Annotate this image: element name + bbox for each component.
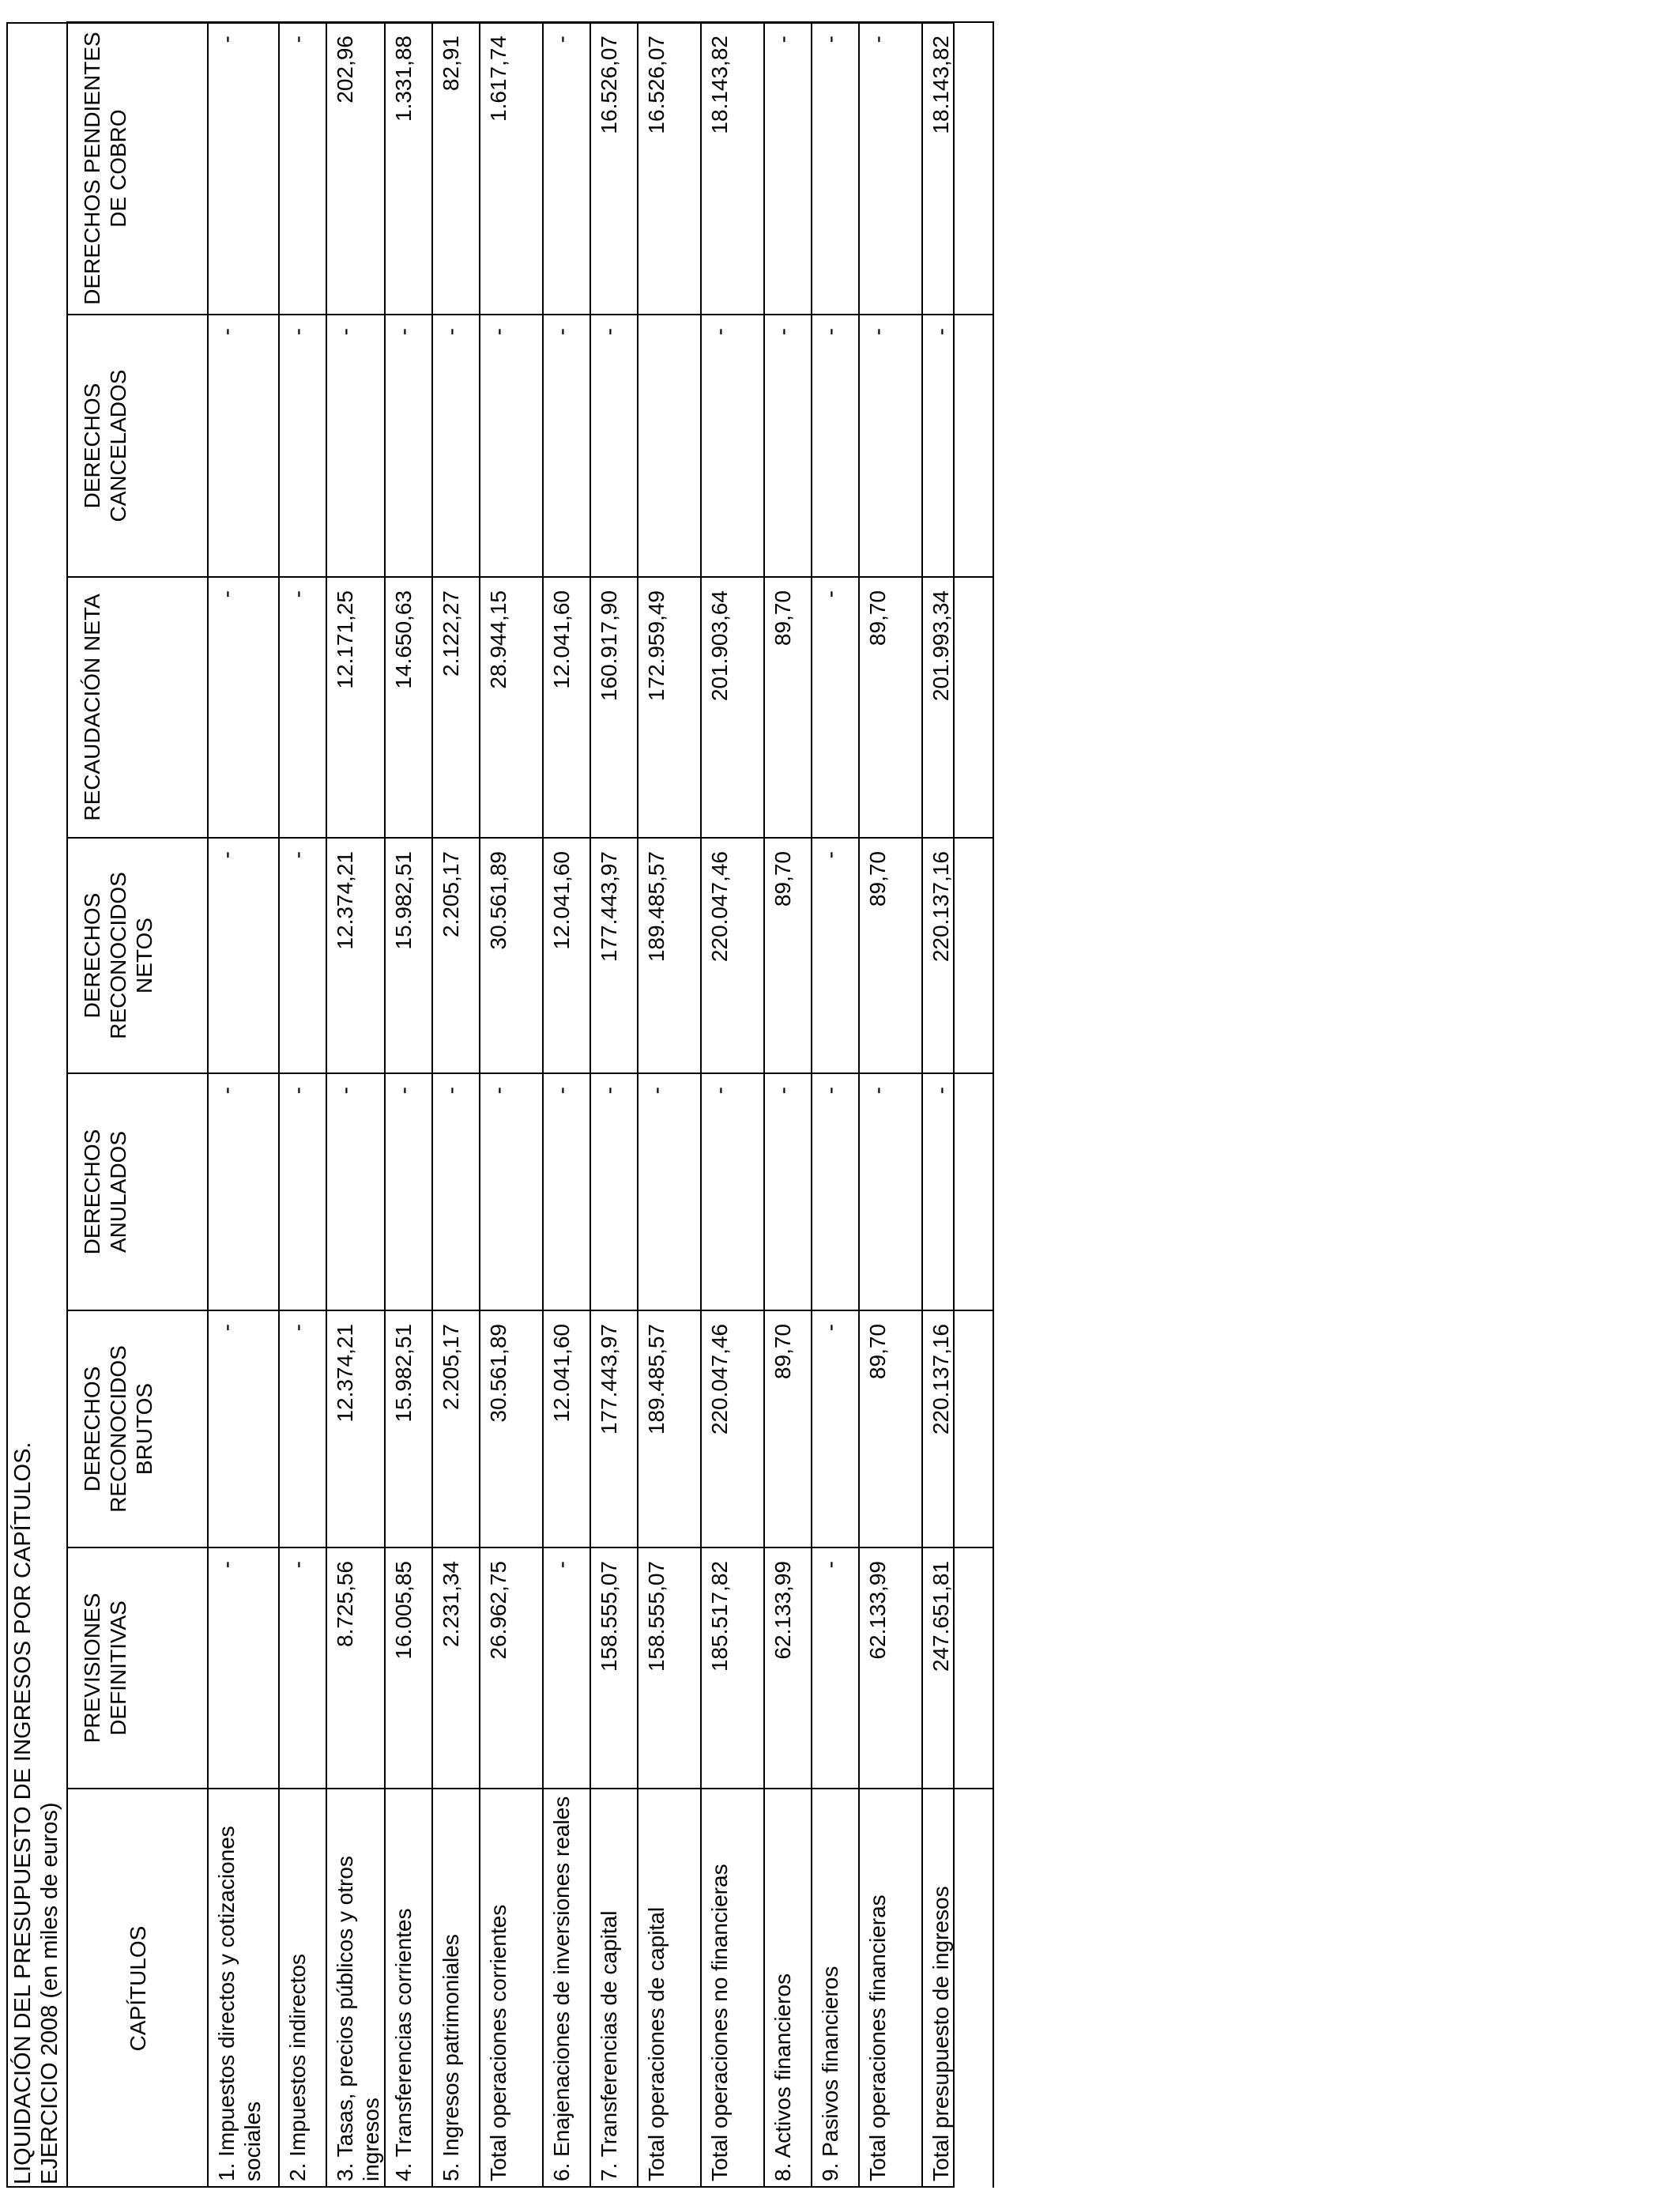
- table-cell: -: [859, 315, 922, 577]
- table-cell: -: [543, 1547, 590, 1789]
- header-previsiones-definitivas: PREVISIONES DEFINITIVAS: [67, 1547, 208, 1789]
- table-cell: 201.903,64: [701, 577, 764, 838]
- table-cell: -: [812, 1073, 859, 1310]
- header-derechos-pendientes-de-cobro: DERECHOS PENDIENTES DE COBRO: [67, 22, 208, 315]
- header-derechos-reconocidos-brutos: DERECHOS RECONOCIDOS BRUTOS: [67, 1310, 208, 1547]
- table-cell: 30.561,89: [480, 838, 543, 1073]
- table-cell: -: [480, 315, 543, 577]
- table-row: [432, 22, 480, 2188]
- table-cell: -: [385, 315, 432, 577]
- document-title-block: [6, 22, 66, 2188]
- table-cell: 189.485,57: [638, 838, 701, 1073]
- table-cell: 12.041,60: [543, 1310, 590, 1547]
- table-cell: -: [590, 315, 638, 577]
- table-cell: 1.331,88: [385, 22, 432, 315]
- table-cell: -: [812, 315, 859, 577]
- table-row: [812, 22, 859, 2188]
- row-label: Total operaciones corrientes: [480, 1789, 543, 2188]
- table-cell: 202,96: [326, 22, 385, 315]
- table-cell: 247.651,81: [922, 1547, 993, 1789]
- table-cell: -: [279, 22, 326, 315]
- table-cell: -: [208, 838, 279, 1073]
- table-cell: 89,70: [764, 577, 812, 838]
- table-cell: 158.555,07: [638, 1547, 701, 1789]
- table-cell: 160.917,90: [590, 577, 638, 838]
- table-cell: 172.959,49: [638, 577, 701, 838]
- table-cell: -: [279, 1547, 326, 1789]
- row-label: 7. Transferencias de capital: [590, 1789, 638, 2188]
- table-cell: 89,70: [764, 838, 812, 1073]
- table-cell: 62.133,99: [859, 1547, 922, 1789]
- table-cell: 14.650,63: [385, 577, 432, 838]
- header-derechos-reconocidos-netos: DERECHOS RECONOCIDOS NETOS: [67, 838, 208, 1073]
- table-cell: 220.047,46: [701, 1310, 764, 1547]
- table-cell: -: [859, 22, 922, 315]
- table-row: [590, 22, 638, 2188]
- table-cell: -: [812, 838, 859, 1073]
- table-cell: 89,70: [859, 838, 922, 1073]
- row-label: 6. Enajenaciones de inversiones reales: [543, 1789, 590, 2188]
- table-cell: -: [279, 1310, 326, 1547]
- table-cell: -: [859, 1073, 922, 1310]
- table-cell: -: [543, 315, 590, 577]
- table-cell: -: [208, 1310, 279, 1547]
- table-cell: -: [208, 1073, 279, 1310]
- table-cell: 12.374,21: [326, 1310, 385, 1547]
- table-row: [326, 22, 385, 2188]
- table-cell: -: [480, 1073, 543, 1310]
- table-cell: 1.617,74: [480, 22, 543, 315]
- table-cell: -: [701, 1073, 764, 1310]
- table-cell: 12.171,25: [326, 577, 385, 838]
- table-row: [638, 22, 701, 2188]
- header-capitulos: CAPÍTULOS: [67, 1789, 208, 2188]
- table-row: [543, 22, 590, 2188]
- table-cell: 2.205,17: [432, 1310, 480, 1547]
- table-cell: 82,91: [432, 22, 480, 315]
- row-label: 4. Transferencias corrientes: [385, 1789, 432, 2188]
- table-cell: 62.133,99: [764, 1547, 812, 1789]
- table-cell: 89,70: [764, 1310, 812, 1547]
- table-row: [279, 22, 326, 2188]
- table-row: [480, 22, 543, 2188]
- table-row: [701, 22, 764, 2188]
- row-label: 1. Impuestos directos y cotizaciones sociales: [208, 1789, 279, 2188]
- table-cell: 18.143,82: [922, 22, 993, 315]
- table-cell: 15.982,51: [385, 1310, 432, 1547]
- table-cell: 12.374,21: [326, 838, 385, 1073]
- row-label: Total presupuesto de ingresos: [922, 1789, 993, 2188]
- table-cell: 220.137,16: [922, 1310, 993, 1547]
- table-cell: -: [590, 1073, 638, 1310]
- table-cell: -: [208, 577, 279, 838]
- table-cell: 8.725,56: [326, 1547, 385, 1789]
- document-subtitle: EJERCICIO 2008 (en miles de euros): [37, 1802, 62, 2185]
- table-cell: -: [543, 1073, 590, 1310]
- table-cell: -: [208, 315, 279, 577]
- table-cell: 16.005,85: [385, 1547, 432, 1789]
- table-cell: 12.041,60: [543, 838, 590, 1073]
- row-label: 3. Tasas, precios públicos y otros ingresos: [326, 1789, 385, 2188]
- table-cell: -: [208, 1547, 279, 1789]
- table-cell: -: [543, 22, 590, 315]
- table-row: [208, 22, 279, 2188]
- row-label: Total operaciones no financieras: [701, 1789, 764, 2188]
- table-cell: -: [326, 1073, 385, 1310]
- row-label: 2. Impuestos indirectos: [279, 1789, 326, 2188]
- row-label: Total operaciones financieras: [859, 1789, 922, 2188]
- table-cell: 15.982,51: [385, 838, 432, 1073]
- table-cell: -: [432, 315, 480, 577]
- row-label: Total operaciones de capital: [638, 1789, 701, 2188]
- header-derechos-cancelados: DERECHOS CANCELADOS: [67, 315, 208, 577]
- table-cell: -: [764, 1073, 812, 1310]
- header-derechos-anulados: DERECHOS ANULADOS: [67, 1073, 208, 1310]
- table-cell: 220.047,46: [701, 838, 764, 1073]
- table-cell: -: [208, 22, 279, 315]
- table-cell: [638, 315, 701, 577]
- table-cell: -: [922, 315, 993, 577]
- table-cell: -: [279, 315, 326, 577]
- table-cell: -: [701, 315, 764, 577]
- table-cell: 2.205,17: [432, 838, 480, 1073]
- table-cell: -: [922, 1073, 993, 1310]
- budget-table: [66, 21, 994, 2188]
- table-cell: 18.143,82: [701, 22, 764, 315]
- table-cell: -: [812, 577, 859, 838]
- table-row: [764, 22, 812, 2188]
- table-cell: 177.443,97: [590, 838, 638, 1073]
- table-cell: 158.555,07: [590, 1547, 638, 1789]
- table-cell: -: [638, 1073, 701, 1310]
- table-cell: 189.485,57: [638, 1310, 701, 1547]
- table-cell: -: [812, 1310, 859, 1547]
- table-cell: 89,70: [859, 1310, 922, 1547]
- table-cell: 30.561,89: [480, 1310, 543, 1547]
- table-cell: -: [764, 22, 812, 315]
- table-cell: 89,70: [859, 577, 922, 838]
- table-cell: -: [764, 315, 812, 577]
- table-body: [208, 22, 993, 2188]
- table-row: [922, 22, 993, 2188]
- table-cell: -: [279, 577, 326, 838]
- row-label: 5. Ingresos patrimoniales: [432, 1789, 480, 2188]
- header-recaudacion-neta: RECAUDACIÓN NETA: [67, 577, 208, 838]
- table-cell: 201.993,34: [922, 577, 993, 838]
- table-cell: 26.962,75: [480, 1547, 543, 1789]
- table-cell: -: [279, 838, 326, 1073]
- table-cell: -: [326, 315, 385, 577]
- row-label: 9. Pasivos financieros: [812, 1789, 859, 2188]
- table-cell: -: [279, 1073, 326, 1310]
- table-cell: 2.122,27: [432, 577, 480, 838]
- table-row: [385, 22, 432, 2188]
- table-cell: 185.517,82: [701, 1547, 764, 1789]
- table-cell: -: [385, 1073, 432, 1310]
- table-cell: -: [812, 22, 859, 315]
- row-label: 8. Activos financieros: [764, 1789, 812, 2188]
- table-cell: 12.041,60: [543, 577, 590, 838]
- table-cell: 220.137,16: [922, 838, 993, 1073]
- table-cell: 16.526,07: [638, 22, 701, 315]
- header-row: [67, 22, 208, 2188]
- table-cell: 28.944,15: [480, 577, 543, 838]
- table-cell: -: [812, 1547, 859, 1789]
- table-cell: 177.443,97: [590, 1310, 638, 1547]
- table-cell: 2.231,34: [432, 1547, 480, 1789]
- rotated-page: [6, 22, 955, 2188]
- table-row: [859, 22, 922, 2188]
- document-title: LIQUIDACIÓN DEL PRESUPUESTO DE INGRESOS POR CAPÍTULOS.: [10, 1442, 36, 2185]
- table-cell: -: [432, 1073, 480, 1310]
- table-cell: 16.526,07: [590, 22, 638, 315]
